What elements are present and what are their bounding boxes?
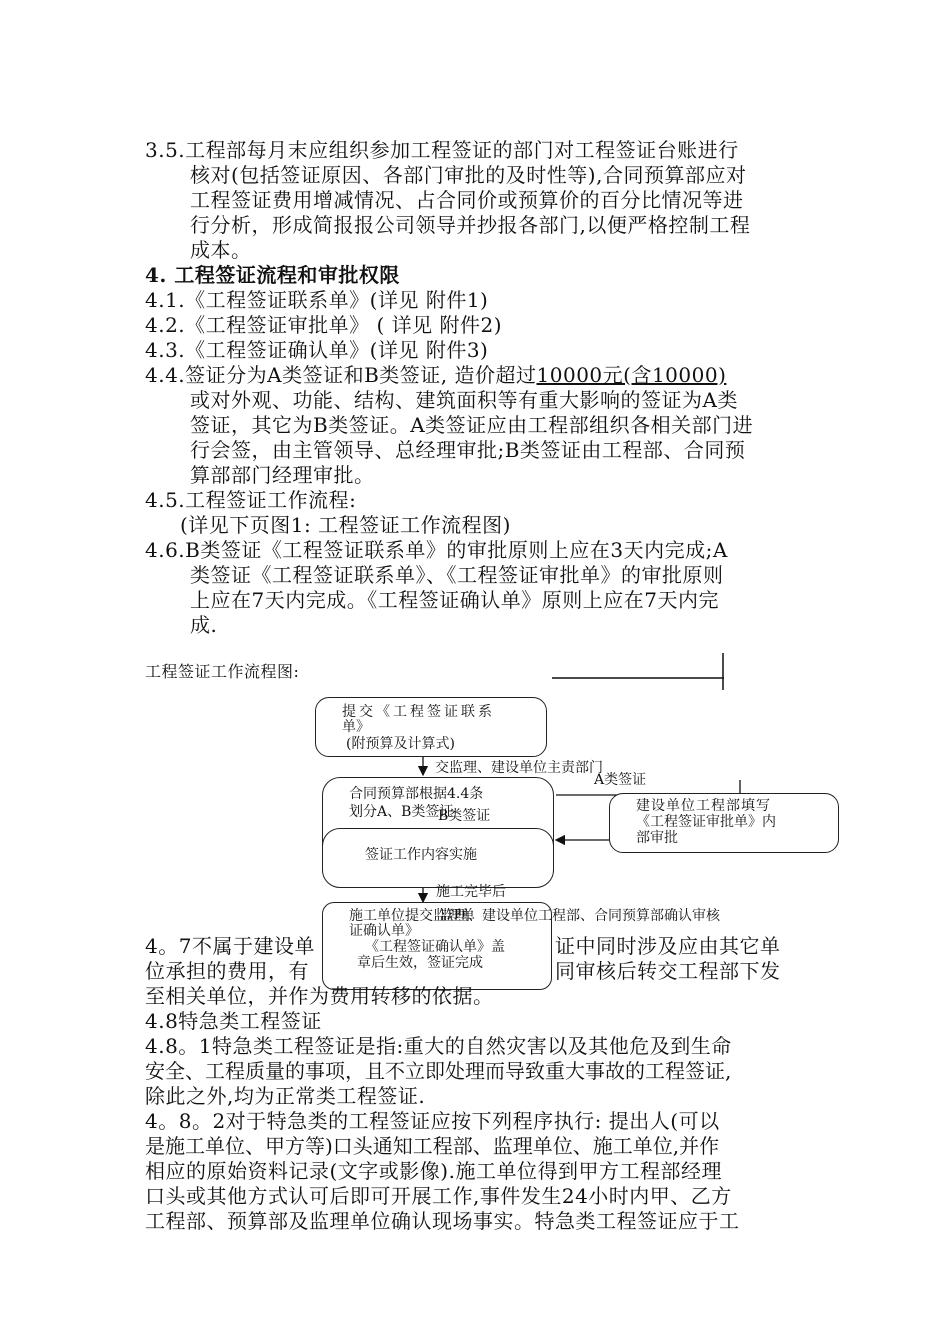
paragraph-line: 是施工单位、甲方等)口头通知工程部、监理单位、施工单位,并作 (145, 1134, 720, 1158)
paragraph-line: 上应在7天内完成。《工程签证确认单》原则上应在7天内完 (190, 588, 719, 612)
implement-box (322, 828, 554, 888)
section-4-8-heading: 4.8特急类工程签证 (145, 1009, 322, 1033)
label-b-class: B类签证 (438, 808, 491, 824)
paragraph-line: 3.5.工程部每月末应组织参加工程签证的部门对工程签证台账进行 (145, 138, 739, 162)
paragraph-line: 工程签证费用增减情况、占合同价或预算价的百分比情况等进 (190, 188, 744, 212)
paragraph-line: 4.8。1特急类工程签证是指:重大的自然灾害以及其他危及到生命 (145, 1034, 732, 1058)
owner-box (609, 793, 839, 853)
item-4-4-threshold: 10000元(含10000) (536, 363, 727, 387)
classify-box-text: 划分A、B类签证 (349, 804, 454, 820)
label-confirm: 监理、建设单位工程部、合同预算部确认审核 (440, 908, 720, 924)
paragraph-line: 4。8。2对于特急类的工程签证应按下列程序执行: 提出人(可以 (145, 1109, 720, 1133)
paragraph-line: 相应的原始资料记录(文字或影像).施工单位得到甲方工程部经理 (145, 1159, 722, 1183)
implement-box-text: 签证工作内容实施 (365, 847, 477, 863)
owner-box-text: 部审批 (636, 830, 678, 846)
confirm-box-text: 《工程签证确认单》盖 (365, 939, 505, 955)
item-4-4-prefix: 4.4.签证分为A类签证和B类签证, 造价超过 (145, 363, 537, 387)
label-forward: 交监理、建设单位主责部门 (435, 760, 603, 776)
confirm-box-text: 施工单位提交监理单 (349, 908, 475, 924)
item-4-4-line (145, 363, 726, 387)
item-4-7-line: 4。7不属于建设单 (145, 934, 315, 958)
owner-box-text: 建设单位工程部填写 (636, 798, 771, 814)
submit-box-text: (附预算及计算式) (346, 736, 455, 752)
item-4-3: 4.3.《工程签证确认单》(详见 附件3) (145, 338, 489, 362)
submit-box (315, 697, 547, 757)
item-4-5-note: (详见下页图1: 工程签证工作流程图) (180, 513, 511, 537)
confirm-box-text: 章后生效，签证完成 (357, 955, 483, 971)
label-a-class: A类签证 (594, 772, 647, 788)
paragraph-line: 核对(包括签证原因、各部门审批的及时性等),合同预算部应对 (190, 163, 747, 187)
item-4-7-fragment: 同审核后转交工程部下发 (555, 959, 781, 983)
paragraph-line: 行会签，由主管领导、总经理审批;B类签证由工程部、合同预 (190, 438, 746, 462)
item-4-7-line: 位承担的费用，有 (145, 959, 309, 983)
paragraph-line: 安全、工程质量的事项，且不立即处理而导致重大事故的工程签证, (145, 1059, 732, 1083)
paragraph-line: 签证，其它为B类签证。A类签证应由工程部组织各相关部门进 (190, 413, 754, 437)
section-4-heading: 4. 工程签证流程和审批权限 (145, 263, 400, 287)
owner-box-text: 《工程签证审批单》内 (636, 814, 776, 830)
submit-box-text: 提交《工程签证联系 (342, 704, 495, 720)
submit-box-text: 单》 (342, 719, 370, 735)
paragraph-line: 除此之外,均为正常类工程签证. (145, 1084, 426, 1108)
paragraph-line: 算部部门经理审批。 (190, 463, 375, 487)
item-4-7-line: 至相关单位，并作为费用转移的依据。 (145, 984, 494, 1008)
paragraph-line: 工程部、预算部及监理单位确认现场事实。特急类工程签证应于工 (145, 1209, 740, 1233)
confirm-box-text: 证确认单》 (349, 923, 419, 939)
paragraph-line: 成. (190, 613, 218, 637)
paragraph-line: 口头或其他方式认可后即可开展工作,事件发生24小时内甲、乙方 (145, 1184, 732, 1208)
item-4-2: 4.2.《工程签证审批单》 ( 详见 附件2) (145, 313, 503, 337)
paragraph-line: 类签证《工程签证联系单》、《工程签证审批单》的审批原则 (190, 563, 724, 587)
item-4-5: 4.5.工程签证工作流程: (145, 488, 357, 512)
flowchart-title: 工程签证工作流程图: (145, 662, 300, 681)
item-4-6-line: 4.6.B类签证《工程签证联系单》的审批原则上应在3天内完成;A (145, 538, 728, 562)
label-done: 施工完毕后 (436, 884, 506, 900)
item-4-1: 4.1.《工程签证联系单》(详见 附件1) (145, 288, 489, 312)
item-4-7-fragment: 证中同时涉及应由其它单 (555, 934, 781, 958)
paragraph-line: 成本。 (190, 238, 252, 262)
paragraph-line: 或对外观、功能、结构、建筑面积等有重大影响的签证为A类 (190, 388, 738, 412)
paragraph-line: 行分析，形成简报报公司领导并抄报各部门,以便严格控制工程 (190, 213, 751, 237)
classify-box-text: 合同预算部根据4.4条 (349, 786, 484, 802)
